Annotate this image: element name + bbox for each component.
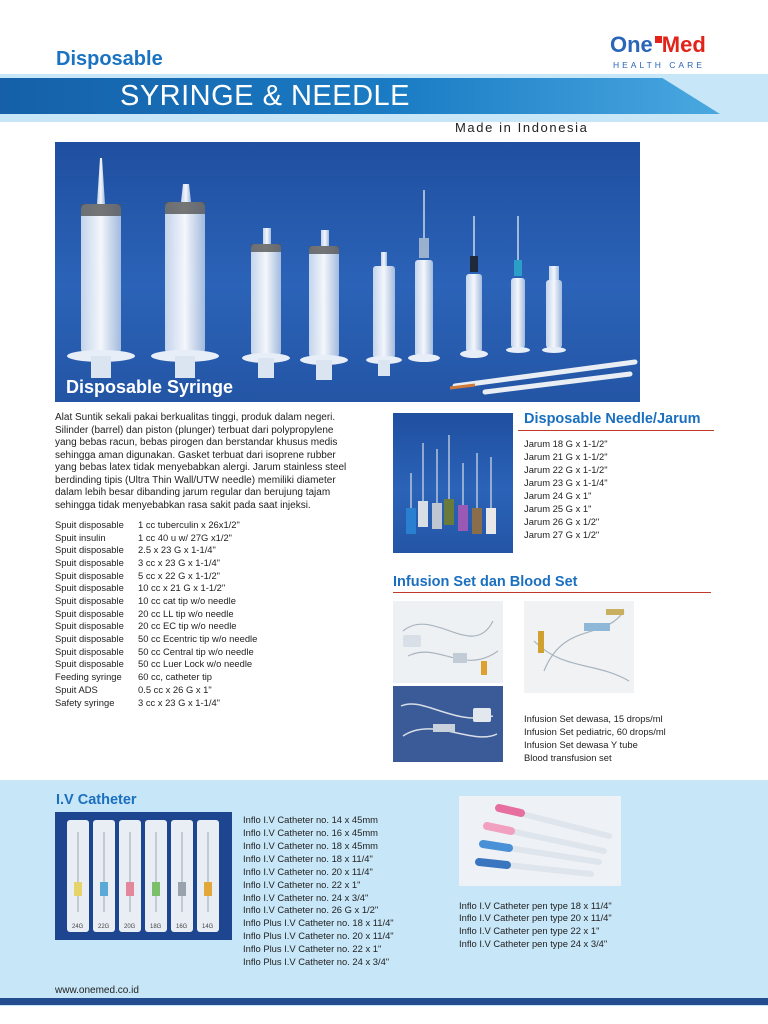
- spec-name: Spuit disposable: [55, 658, 124, 669]
- logo-tagline: HEALTH CARE: [613, 60, 705, 70]
- category-label: Disposable: [56, 48, 163, 70]
- needle-item: Jarum 27 G x 1/2": [524, 529, 600, 540]
- spec-desc: 20 cc LL tip w/o needle: [138, 608, 234, 619]
- spec-name: Feeding syringe: [55, 671, 122, 682]
- spec-name: Spuit disposable: [55, 519, 124, 530]
- spec-name: Spuit disposable: [55, 544, 124, 555]
- y-tube-illustration: [393, 686, 503, 762]
- spec-desc: 2.5 x 23 G x 1-1/4": [138, 544, 216, 555]
- spec-desc: 3 cc x 23 G x 1-1/4": [138, 697, 221, 708]
- syringe-needle-1: [408, 190, 440, 362]
- spec-name: Spuit ADS: [55, 684, 98, 695]
- needle-section-heading: Disposable Needle/Jarum: [524, 411, 701, 427]
- spec-name: Spuit disposable: [55, 608, 124, 619]
- iv-pen-illustration: [459, 796, 621, 886]
- spec-desc: 5 cc x 22 G x 1-1/2": [138, 570, 221, 581]
- iv-catheter-illustration: [55, 812, 232, 940]
- spec-name: Spuit disposable: [55, 595, 124, 606]
- syringe-small-2: [542, 266, 566, 353]
- cross-icon: [655, 36, 662, 43]
- syringe-lying: [450, 362, 635, 392]
- infusion-item: Infusion Set pediatric, 60 drops/ml: [524, 726, 666, 737]
- spec-desc: 1 cc tuberculin x 26x1/2": [138, 519, 240, 530]
- iv-item: Inflo I.V Catheter no. 24 x 3/4": [243, 892, 369, 903]
- iv-item: Inflo I.V Catheter no. 20 x 11/4": [243, 866, 373, 877]
- syringe-large-1: [67, 158, 135, 378]
- iv-catheter-heading: I.V Catheter: [56, 792, 137, 808]
- description-line: Alat Suntik sekali pakai berkualitas tinggi, produk dalam negeri.: [55, 412, 336, 423]
- blood-set-illustration: [524, 601, 634, 693]
- needle-illustration: [393, 413, 513, 553]
- spec-desc: 20 cc EC tip w/o needle: [138, 620, 237, 631]
- spec-desc: 10 cc x 21 G x 1-1/2": [138, 582, 226, 593]
- infusion-item: Infusion Set dewasa, 15 drops/ml: [524, 713, 663, 724]
- iv-item: Inflo I.V Catheter no. 16 x 45mm: [243, 827, 378, 838]
- spec-desc: 10 cc cat tip w/o needle: [138, 595, 236, 606]
- syringe-photo: [55, 142, 640, 402]
- website-link[interactable]: www.onemed.co.id: [55, 985, 139, 996]
- iv-catheter-photo: [55, 812, 232, 940]
- logo-med-text: Med: [661, 32, 706, 57]
- infusion-set-photo: [393, 601, 503, 683]
- spec-desc: 50 cc Ecentric tip w/o needle: [138, 633, 258, 644]
- iv-pen-item: Inflo I.V Catheter pen type 24 x 3/4": [459, 938, 608, 949]
- syringe-needle-2: [460, 216, 488, 358]
- spec-row: [55, 595, 236, 606]
- spec-name: Safety syringe: [55, 697, 115, 708]
- description-line: dalam lebih besar dibanding jarum regular dan berujung tajam: [55, 487, 331, 498]
- spec-row: [55, 557, 220, 568]
- spec-name: Spuit disposable: [55, 633, 124, 644]
- iv-item: Inflo Plus I.V Catheter no. 24 x 3/4": [243, 956, 390, 967]
- syringe-photo-label: Disposable Syringe: [66, 377, 234, 397]
- spec-row: [55, 519, 240, 530]
- syringe-description: [55, 412, 365, 512]
- spec-desc: 50 cc Central tip w/o needle: [138, 646, 254, 657]
- spec-name: Spuit insulin: [55, 532, 106, 543]
- spec-name: Spuit disposable: [55, 570, 124, 581]
- spec-desc: 1 cc 40 u w/ 27G x1/2": [138, 532, 233, 543]
- syringe-large-2: [151, 184, 219, 378]
- spec-desc: 0.5 cc x 26 G x 1": [138, 684, 212, 695]
- page-title: SYRINGE & NEEDLE: [120, 80, 411, 112]
- syringe-small-1: [366, 252, 402, 376]
- spec-desc: 60 cc, catheter tip: [138, 671, 212, 682]
- spec-row: [55, 620, 237, 631]
- iv-tag: 22G: [98, 924, 110, 930]
- iv-pen-item: Inflo I.V Catheter pen type 18 x 11/4": [459, 900, 612, 911]
- section-divider: [518, 430, 714, 431]
- needle-item: Jarum 23 G x 1-1/4": [524, 477, 608, 488]
- syringe-needle-3: [506, 216, 530, 353]
- description-line: sehingga tidak menyebabkan rasa sakit pada saat injeksi.: [55, 499, 311, 511]
- iv-tag: 18G: [150, 924, 162, 930]
- syringe-medium-2: [300, 230, 348, 380]
- infusion-illustration: [393, 601, 503, 683]
- iv-item: Inflo Plus I.V Catheter no. 22 x 1": [243, 943, 382, 954]
- iv-pen-catheter-photo: [459, 796, 621, 886]
- description-line: Silinder (barrel) dan piston (plunger) terbuat dari polypropylene: [55, 424, 334, 436]
- spec-row: [55, 697, 220, 708]
- iv-tag: 16G: [176, 924, 188, 930]
- iv-item: Inflo I.V Catheter no. 14 x 45mm: [243, 814, 378, 825]
- spec-row: [55, 608, 234, 619]
- iv-item: Inflo Plus I.V Catheter no. 20 x 11/4": [243, 930, 394, 941]
- spec-row: [55, 544, 216, 555]
- spec-name: Spuit disposable: [55, 582, 124, 593]
- spec-row: [55, 582, 225, 593]
- iv-item: Inflo Plus I.V Catheter no. 18 x 11/4": [243, 917, 394, 928]
- section-divider: [393, 592, 711, 593]
- infusion-y-tube-photo: [393, 686, 503, 762]
- iv-tag: 20G: [124, 924, 136, 930]
- spec-row: [55, 658, 252, 669]
- iv-tag: 14G: [202, 924, 214, 930]
- spec-name: Spuit disposable: [55, 646, 124, 657]
- spec-row: [55, 570, 220, 581]
- iv-item: Inflo I.V Catheter no. 22 x 1": [243, 879, 361, 890]
- spec-desc: 50 cc Luer Lock w/o needle: [138, 658, 253, 669]
- needle-item: Jarum 24 G x 1": [524, 490, 592, 501]
- needle-item: Jarum 26 G x 1/2": [524, 516, 600, 527]
- footer-bar: [0, 998, 768, 1005]
- description-line: berdinding tipis (Ultra Thin Wall/UTW needle) memiliki diameter: [55, 474, 336, 486]
- spec-row: [55, 684, 212, 695]
- blood-set-photo: [524, 601, 634, 693]
- syringe-medium-1: [242, 228, 290, 378]
- needle-item: Jarum 25 G x 1": [524, 503, 592, 514]
- spec-row: [55, 646, 254, 657]
- origin-label: Made in Indonesia: [455, 120, 589, 135]
- description-line: sehingga aman digunakan. Gasket terbuat dari isoprene rubber: [55, 449, 336, 461]
- needle-item: Jarum 18 G x 1-1/2": [524, 438, 608, 449]
- iv-item: Inflo I.V Catheter no. 18 x 11/4": [243, 853, 373, 864]
- infusion-item: Blood transfusion set: [524, 752, 612, 763]
- needle-item: Jarum 21 G x 1-1/2": [524, 451, 608, 462]
- iv-pen-item: Inflo I.V Catheter pen type 22 x 1": [459, 925, 600, 936]
- spec-desc: 3 cc x 23 G x 1-1/4": [138, 557, 221, 568]
- infusion-item: Infusion Set dewasa Y tube: [524, 739, 638, 750]
- iv-pen-item: Inflo I.V Catheter pen type 20 x 11/4": [459, 912, 612, 923]
- description-line: yang bebas racun, bebas pirogen dan berstandar khusus medis: [55, 437, 338, 448]
- iv-item: Inflo I.V Catheter no. 26 G x 1/2": [243, 904, 379, 915]
- spec-row: [55, 671, 212, 682]
- description-line: yang bebas latex tidak menyebabkan alergi. Jarum stainless steel: [55, 462, 347, 473]
- logo-one-text: One: [610, 32, 653, 57]
- syringe-illustration: [55, 142, 640, 402]
- spec-name: Spuit disposable: [55, 620, 124, 631]
- infusion-section-heading: Infusion Set dan Blood Set: [393, 574, 578, 590]
- needle-photo: [393, 413, 513, 553]
- iv-item: Inflo I.V Catheter no. 18 x 45mm: [243, 840, 378, 851]
- needle-item: Jarum 22 G x 1-1/2": [524, 464, 608, 475]
- spec-name: Spuit disposable: [55, 557, 124, 568]
- iv-tag: 24G: [72, 924, 84, 930]
- spec-row: [55, 532, 232, 543]
- brand-logo: [610, 32, 706, 58]
- spec-row: [55, 633, 257, 644]
